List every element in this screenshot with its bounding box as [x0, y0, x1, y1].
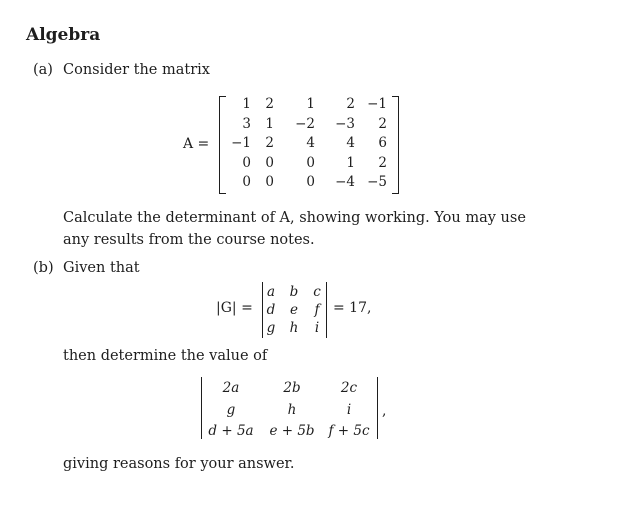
matrix-a-cell: 4: [306, 135, 315, 151]
matrix-a-cell: 0: [306, 155, 315, 171]
matrix-a-cell: 2: [346, 96, 355, 112]
matrix-g-cell: e: [290, 302, 298, 318]
matrix-a-cell: −2: [295, 116, 315, 132]
matrix-g-cell: g: [266, 320, 276, 336]
matrix-a-cell: 0: [242, 155, 251, 171]
trailing-comma: ,: [382, 403, 387, 419]
det-matrix-cell: e + 5b: [269, 423, 315, 439]
matrix-g-cell: a: [266, 284, 276, 300]
matrix-g-cell: d: [266, 302, 276, 318]
matrix-a-cell: 1: [242, 96, 251, 112]
part-a-question-line1: Calculate the determinant of A, showing working. You may use: [63, 210, 526, 226]
part-a-label: (a): [33, 62, 53, 78]
det-matrix-cell: 2c: [340, 380, 358, 396]
matrix-a-cell: 2: [378, 116, 387, 132]
matrix-g-cell: i: [314, 320, 320, 336]
det-matrix-cell: 2b: [283, 380, 301, 396]
part-b-label: (b): [33, 260, 54, 276]
matrix-a-cell: 0: [306, 174, 315, 190]
matrix-a-cell: −4: [335, 174, 355, 190]
matrix-right-bracket: [392, 96, 399, 194]
det-matrix-cell: h: [287, 402, 297, 418]
det-matrix-cell: 2a: [222, 380, 240, 396]
matrix-a-cell: 0: [265, 155, 274, 171]
matrix-g-cell: f: [314, 302, 320, 318]
closing-text: giving reasons for your answer.: [63, 456, 295, 472]
matrix-a-cell: 3: [242, 116, 251, 132]
section-heading: Algebra: [26, 25, 101, 45]
matrix-a-cell: 2: [378, 155, 387, 171]
det-matrix-cell: f + 5c: [328, 423, 370, 439]
matrix-g-cell: h: [289, 320, 299, 336]
matrix-a-cell: 4: [346, 135, 355, 151]
matrix-a-cell: −1: [231, 135, 251, 151]
matrix-a-cell: 0: [242, 174, 251, 190]
matrix-a-cell: −1: [367, 96, 387, 112]
matrix-a-cell: 1: [306, 96, 315, 112]
matrix-a-cell: −5: [367, 174, 387, 190]
matrix-a-cell: 1: [265, 116, 274, 132]
matrix-g-cell: b: [289, 284, 299, 300]
g-rhs: = 17,: [333, 300, 372, 316]
matrix-a-cell: 2: [265, 96, 274, 112]
part-a-question-line2: any results from the course notes.: [63, 232, 315, 248]
det-matrix-cell: g: [226, 402, 236, 418]
matrix-a-cell: 6: [378, 135, 387, 151]
matrix-a-cell: 0: [265, 174, 274, 190]
part-b-intro: Given that: [63, 260, 140, 276]
matrix-a-cell: 1: [346, 155, 355, 171]
det-matrix-cell: d + 5a: [208, 423, 254, 439]
then-text: then determine the value of: [63, 348, 268, 364]
matrix-a-cell: 2: [265, 135, 274, 151]
det-matrix-cell: i: [346, 402, 352, 418]
matrix-left-bracket: [219, 96, 226, 194]
matrix-a-cell: −3: [335, 116, 355, 132]
matrix-name: A =: [183, 136, 210, 152]
g-lhs: |G| =: [216, 300, 253, 316]
part-a-intro: Consider the matrix: [63, 62, 210, 78]
matrix-g-cell: c: [313, 284, 321, 300]
